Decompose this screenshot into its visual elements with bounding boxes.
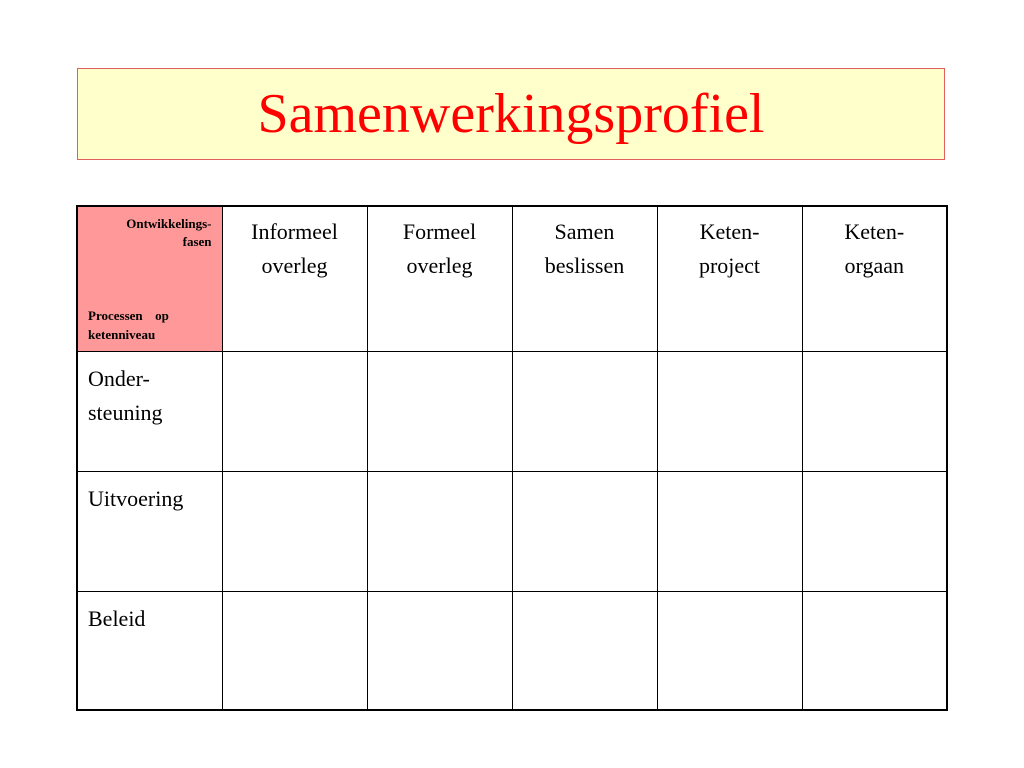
- row-header-line2: steuning: [88, 399, 163, 425]
- phases-label: [126, 215, 211, 250]
- table-cell: [657, 471, 802, 591]
- corner-cell: [77, 206, 222, 351]
- title-box: [77, 68, 945, 160]
- column-header-keten-orgaan: [802, 206, 947, 351]
- column-header-line2: project: [698, 253, 761, 279]
- table-cell: [367, 591, 512, 710]
- column-header-line1: Keten-: [699, 219, 760, 244]
- column-header-line1: Samen: [554, 219, 615, 244]
- table-row-uitvoering: [77, 471, 947, 591]
- table-cell: [222, 591, 367, 710]
- phases-label-line1: Ontwikkelings-: [126, 216, 212, 231]
- processes-label: [88, 307, 169, 345]
- table-cell: [802, 591, 947, 710]
- row-header-line1: Onder-: [88, 365, 150, 391]
- row-header-line1: Beleid: [88, 605, 146, 631]
- table-cell: [802, 351, 947, 471]
- column-header-line1: Keten-: [844, 219, 905, 244]
- column-header-informeel-overleg: [222, 206, 367, 351]
- table-header-row: [77, 206, 947, 351]
- table-cell: [512, 591, 657, 710]
- column-header-formeel-overleg: [367, 206, 512, 351]
- table-cell: [512, 471, 657, 591]
- column-header-line2: overleg: [261, 253, 328, 279]
- table-row-ondersteuning: [77, 351, 947, 471]
- page-title: Samenwerkingsprofiel: [257, 83, 765, 145]
- table-cell: [367, 351, 512, 471]
- table-cell: [657, 351, 802, 471]
- column-header-line2: beslissen: [544, 253, 625, 279]
- column-header-line1: Formeel: [402, 219, 477, 244]
- table-cell: [512, 351, 657, 471]
- column-header-line2: orgaan: [844, 253, 904, 279]
- table-cell: [222, 471, 367, 591]
- column-header-keten-project: [657, 206, 802, 351]
- row-header-beleid: [77, 591, 222, 710]
- phases-label-line2: fasen: [182, 233, 212, 249]
- column-header-line1: Informeel: [251, 219, 338, 244]
- column-header-line2: overleg: [406, 253, 473, 279]
- row-header-ondersteuning: [77, 351, 222, 471]
- row-header-uitvoering: [77, 471, 222, 591]
- row-header-line1: Uitvoering: [88, 485, 184, 511]
- table-cell: [802, 471, 947, 591]
- processes-label-line2: ketenniveau: [88, 326, 156, 342]
- processes-label-line1: Processen op: [88, 308, 169, 323]
- table-cell: [222, 351, 367, 471]
- column-header-samen-beslissen: [512, 206, 657, 351]
- profile-table: [76, 205, 948, 711]
- table-cell: [657, 591, 802, 710]
- table-cell: [367, 471, 512, 591]
- table-row-beleid: [77, 591, 947, 710]
